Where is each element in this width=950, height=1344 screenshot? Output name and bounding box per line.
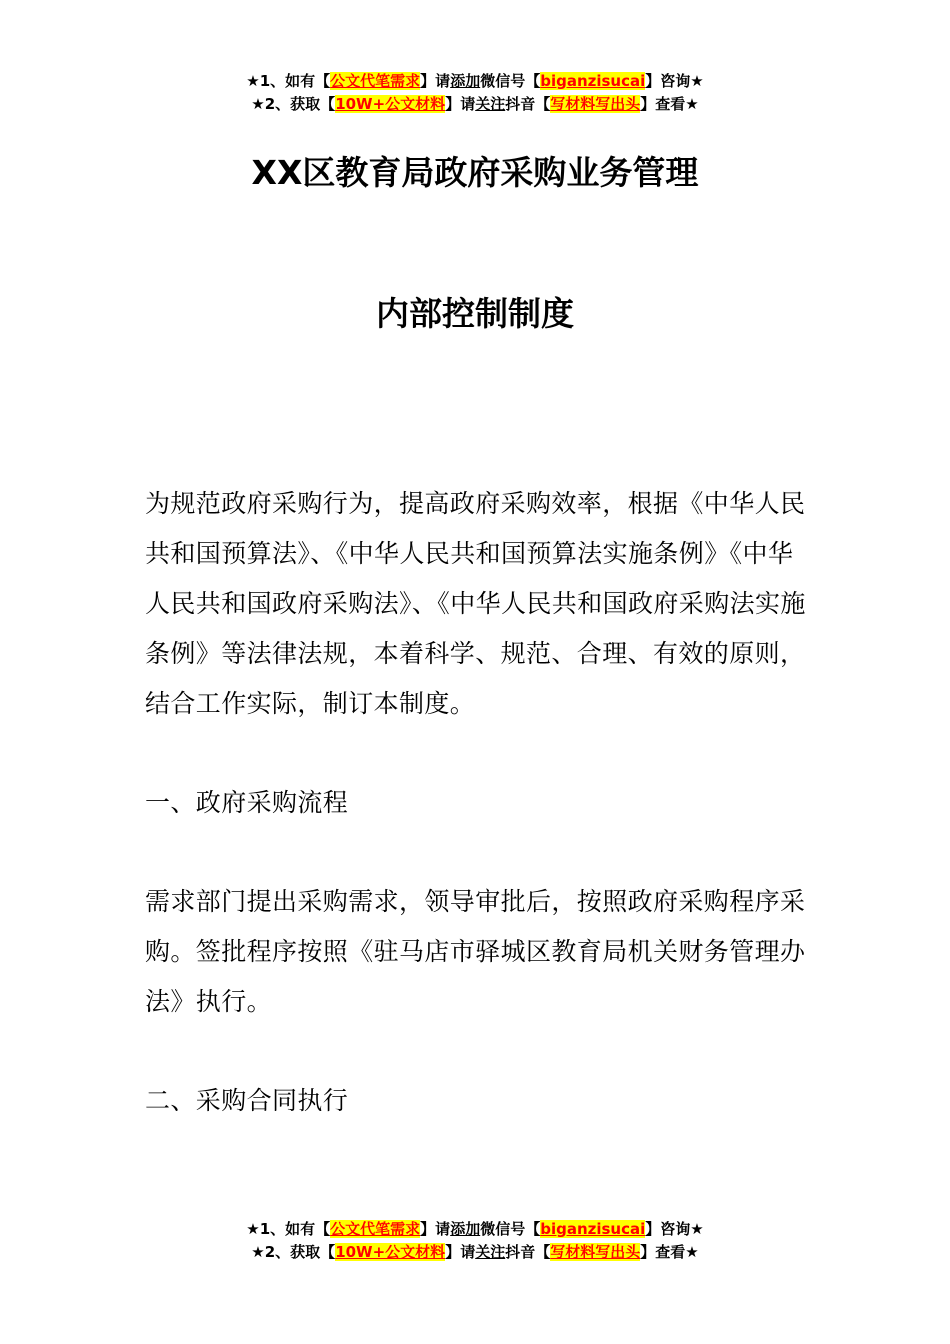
banner-text: 】请 bbox=[420, 1220, 451, 1238]
document-title-line-1: XX区教育局政府采购业务管理 bbox=[251, 153, 699, 192]
banner-text: 抖音【 bbox=[505, 1243, 551, 1261]
banner-text: ★2、获取【 bbox=[251, 95, 336, 113]
banner-text: 】请 bbox=[445, 1243, 476, 1261]
douyin-account-highlight: 写材料写出头 bbox=[550, 1243, 641, 1261]
banner-text: 微信号【 bbox=[480, 72, 541, 90]
wechat-id-highlight: biganzisucai bbox=[540, 1220, 646, 1238]
section-1-paragraph: 需求部门提出采购需求，领导审批后，按照政府采购程序采购。签批程序按照《驻马店市驿城区教育局机关财务管理办法》执行。 bbox=[145, 887, 806, 1016]
banner-text: 】查看★ bbox=[640, 1243, 699, 1261]
banner-text: 】请 bbox=[420, 72, 451, 90]
materials-highlight: 10W+公文材料 bbox=[335, 1243, 446, 1261]
douyin-account-highlight: 写材料写出头 bbox=[550, 95, 641, 113]
banner-text: 】咨询★ bbox=[645, 1220, 704, 1238]
banner-text: 微信号【 bbox=[480, 1220, 541, 1238]
banner-line-2 bbox=[0, 93, 950, 116]
banner-line-1 bbox=[0, 1218, 950, 1241]
section-1-heading: 一、政府采购流程 bbox=[145, 788, 349, 817]
footer-banner bbox=[0, 1218, 950, 1264]
intro-paragraph: 为规范政府采购行为，提高政府采购效率，根据《中华人民共和国预算法》、《中华人民共和国预算法实施条例》《中华人民共和国政府采购法》、《中华人民共和国政府采购法实施条例》等法律法规，本着科学、规范、合理、有效的原则，结合工作实际，制订本制度。 bbox=[145, 489, 806, 718]
banner-text: 抖音【 bbox=[505, 95, 551, 113]
ghostwriting-highlight: 公文代笔需求 bbox=[330, 1220, 421, 1238]
banner-text: 】咨询★ bbox=[645, 72, 704, 90]
materials-highlight: 10W+公文材料 bbox=[335, 95, 446, 113]
wechat-id-highlight: biganzisucai bbox=[540, 72, 646, 90]
ghostwriting-highlight: 公文代笔需求 bbox=[330, 72, 421, 90]
banner-emphasis: 添加 bbox=[450, 1220, 481, 1238]
banner-text: ★2、获取【 bbox=[251, 1243, 336, 1261]
banner-line-1 bbox=[0, 70, 950, 93]
header-banner bbox=[0, 70, 950, 116]
banner-emphasis: 关注 bbox=[475, 95, 506, 113]
banner-text: ★1、如有【 bbox=[246, 72, 331, 90]
section-2-heading: 二、采购合同执行 bbox=[145, 1086, 349, 1115]
banner-emphasis: 关注 bbox=[475, 1243, 506, 1261]
banner-text: 】查看★ bbox=[640, 95, 699, 113]
banner-line-2 bbox=[0, 1241, 950, 1264]
banner-text: ★1、如有【 bbox=[246, 1220, 331, 1238]
document-title-line-2: 内部控制制度 bbox=[376, 294, 574, 333]
banner-emphasis: 添加 bbox=[450, 72, 481, 90]
banner-text: 】请 bbox=[445, 95, 476, 113]
